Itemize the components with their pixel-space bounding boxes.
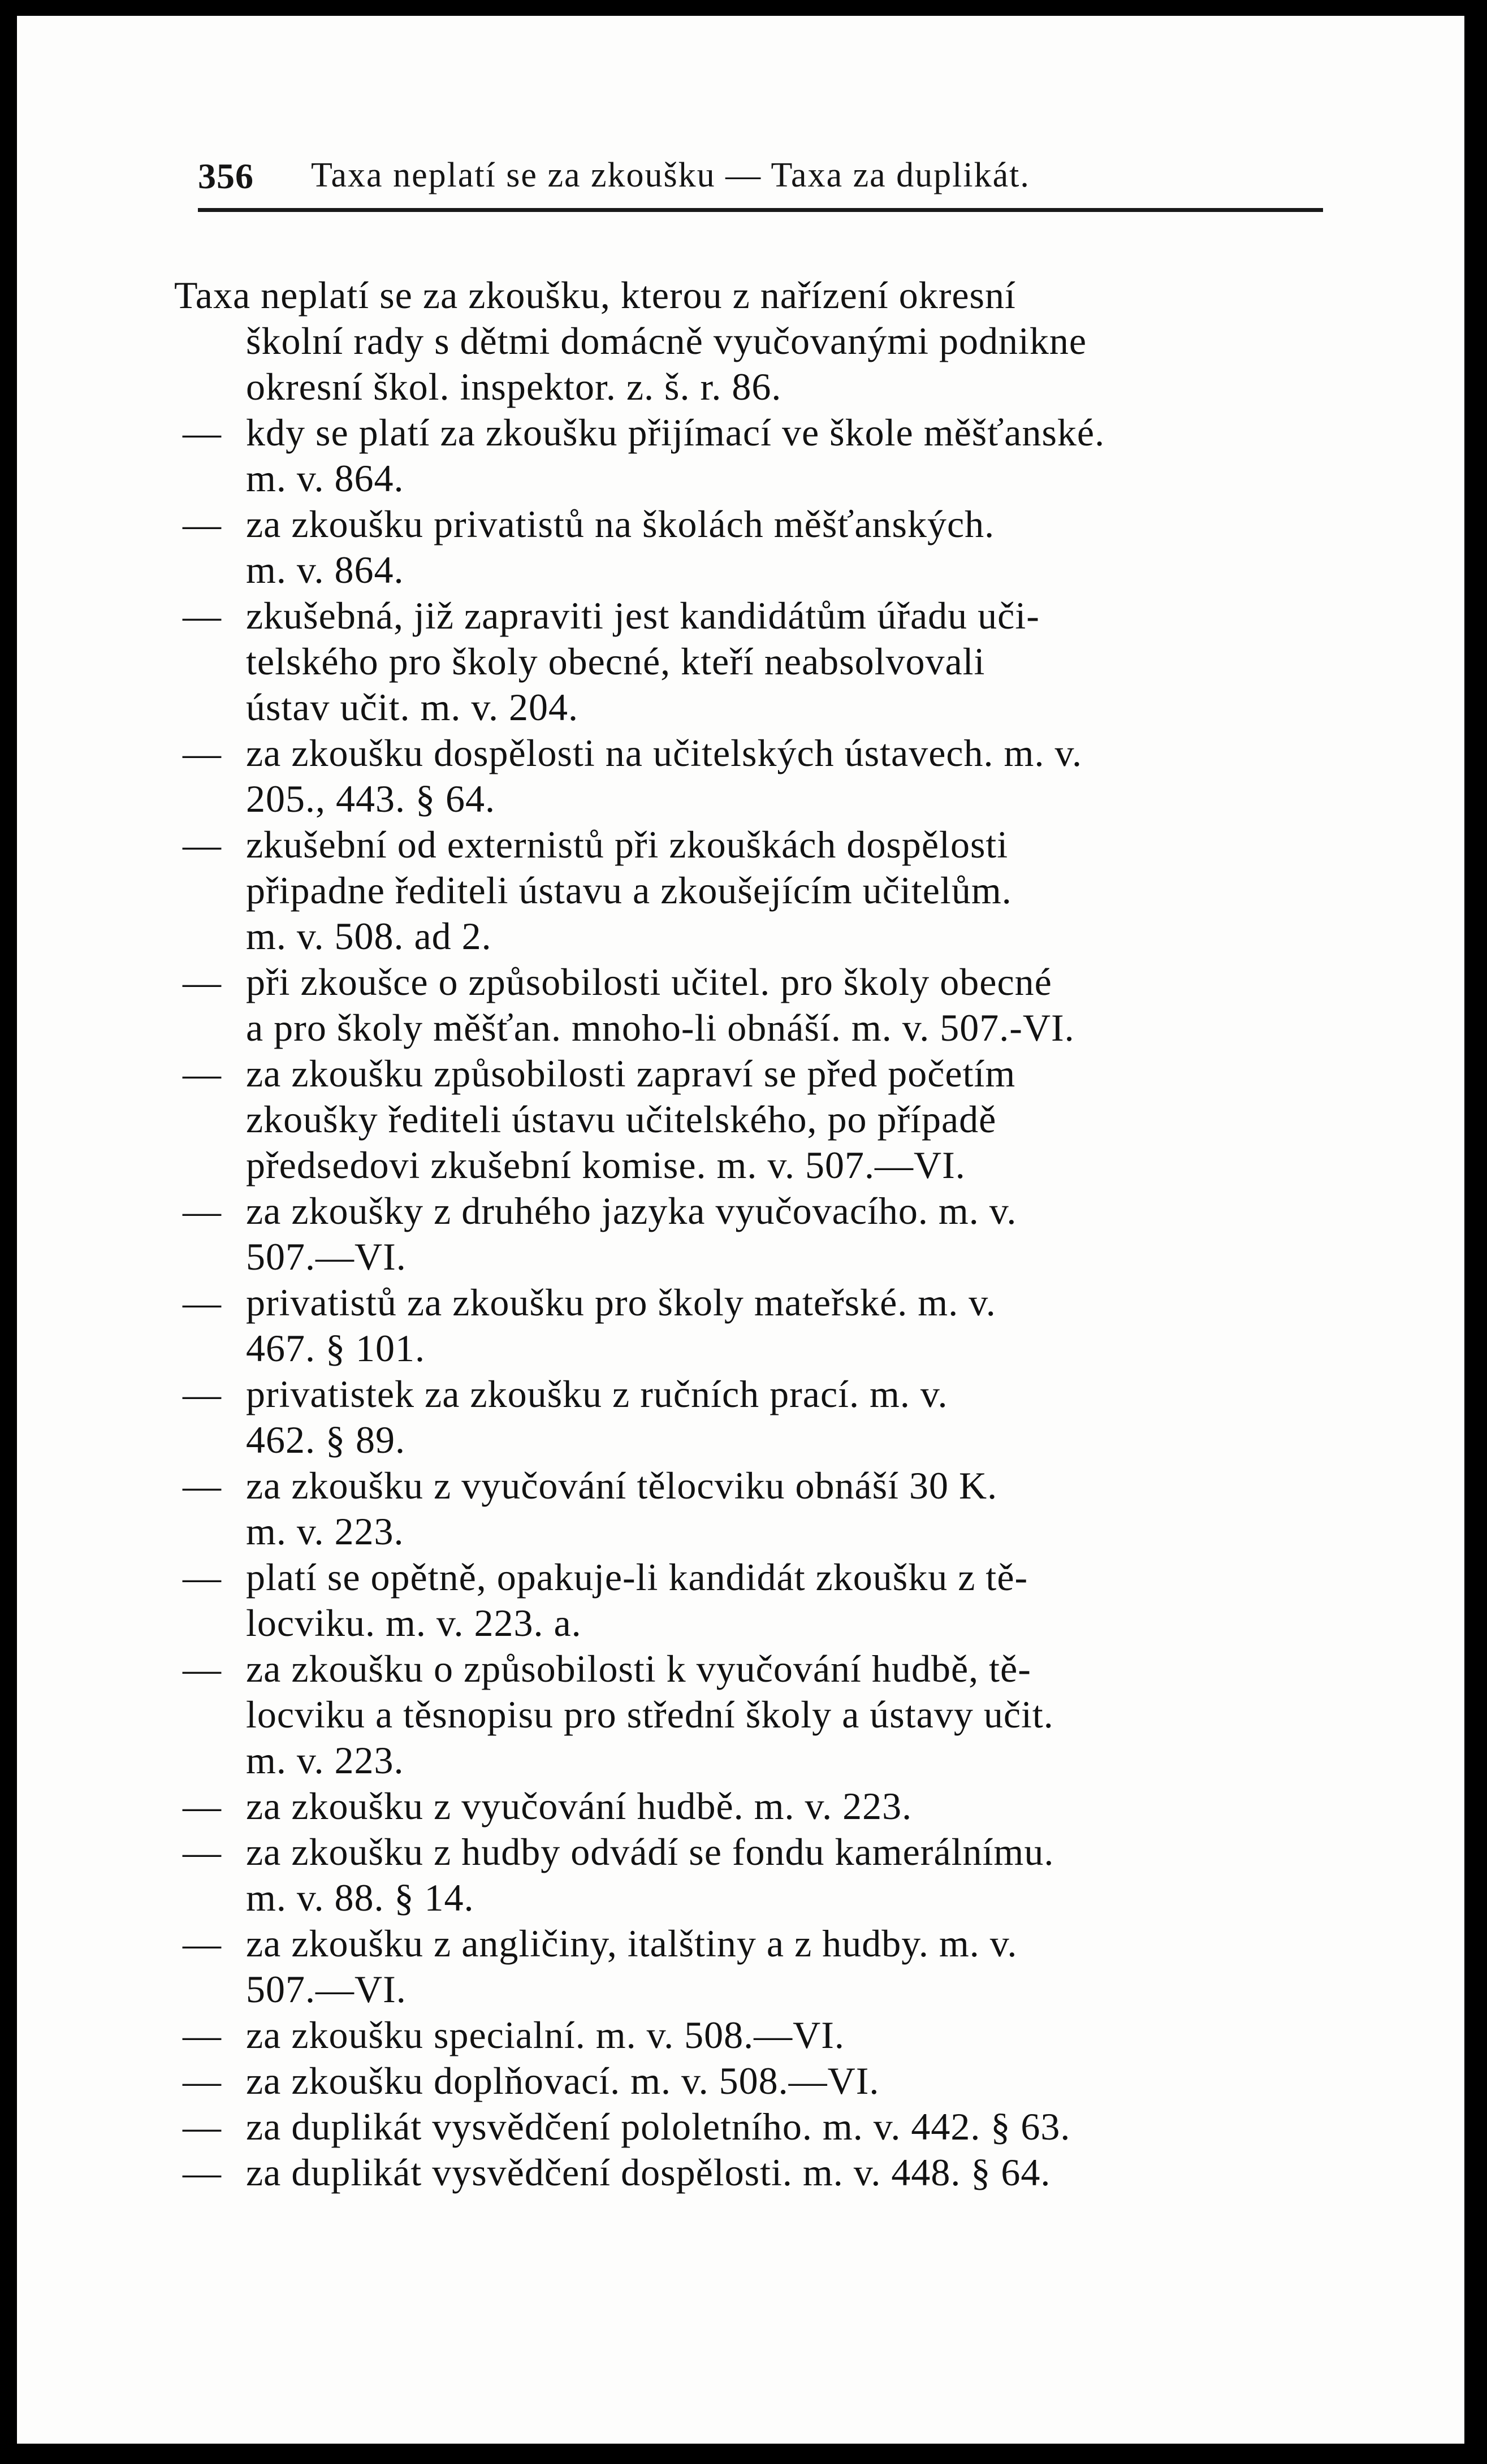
entry-line: m. v. 223. [246, 1510, 404, 1553]
entry-line: m. v. 88. § 14. [246, 1876, 474, 1919]
entry-dash: — [183, 823, 221, 866]
entry-line: okresní škol. inspektor. z. š. r. 86. [246, 365, 782, 408]
entry-line: kdy se platí za zkoušku přijímací ve škole měšťanské. [246, 411, 1105, 454]
entry-line: za zkoušku z vyučování tělocviku obnáší 30 K. [246, 1464, 998, 1507]
entry-dash: — [183, 731, 221, 774]
entry-line: telského pro školy obecné, kteří neabsolvovali [246, 640, 985, 683]
entry-dash: — [183, 594, 221, 637]
entry-line: 507.—VI. [246, 1235, 407, 1278]
entry-dash: — [183, 2059, 221, 2102]
entry-line: za zkoušku doplňovací. m. v. 508.—VI. [246, 2059, 880, 2102]
entry-line: privatistek za zkoušku z ručních prací. m. v. [246, 1372, 948, 1415]
running-title: Taxa neplatí se za zkoušku — Taxa za duplikát. [311, 156, 1030, 194]
entry-line: a pro školy měšťan. mnoho-li obnáší. m. v. 507.-VI. [246, 1006, 1075, 1049]
entry-dash: — [183, 1922, 221, 1965]
entry-dash: — [183, 1052, 221, 1095]
entry-dash: — [183, 1189, 221, 1232]
entry-line: Taxa neplatí se za zkoušku, kterou z nařízení okresní [174, 274, 1016, 317]
entry-line: m. v. 508. ad 2. [246, 915, 492, 958]
entry-line: předsedovi zkušební komise. m. v. 507.—VI. [246, 1144, 966, 1186]
header-rule [198, 208, 1323, 212]
entry-line: ústav učit. m. v. 204. [246, 686, 578, 729]
entry-line: za zkoušku o způsobilosti k vyučování hudbě, tě- [246, 1647, 1031, 1690]
entry-line: zkušebná, již zapraviti jest kandidátům úřadu uči- [246, 594, 1040, 637]
entry-line: privatistů za zkoušku pro školy mateřské. m. v. [246, 1281, 996, 1324]
entry-line: za zkoušku z vyučování hudbě. m. v. 223. [246, 1785, 913, 1828]
entry-line: za zkoušku z hudby odvádí se fondu kamerálnímu. [246, 1830, 1054, 1873]
entry-line: 507.—VI. [246, 1968, 407, 2011]
entry-line: školní rady s dětmi domácně vyučovanými podnikne [246, 319, 1087, 362]
entry-dash: — [183, 503, 221, 545]
entry-dash: — [183, 1647, 221, 1690]
entry-line: 462. § 89. [246, 1418, 405, 1461]
entry-line: za zkoušky z druhého jazyka vyučovacího. m. v. [246, 1189, 1017, 1232]
entry-line: připadne řediteli ústavu a zkoušejícím učitelům. [246, 869, 1012, 912]
entry-dash: — [183, 2105, 221, 2148]
page-number: 356 [198, 156, 254, 196]
book-page [17, 16, 1464, 2444]
entry-line: zkoušky řediteli ústavu učitelského, po případě [246, 1098, 997, 1141]
entry-line: locviku. m. v. 223. a. [246, 1601, 582, 1644]
entry-line: za zkoušku z angličiny, italštiny a z hudby. m. v. [246, 1922, 1018, 1965]
entry-line: m. v. 864. [246, 457, 404, 500]
entry-dash: — [183, 1464, 221, 1507]
entry-line: při zkoušce o způsobilosti učitel. pro školy obecné [246, 960, 1052, 1003]
entry-line: za duplikát vysvědčení dospělosti. m. v. 448. § 64. [246, 2151, 1051, 2194]
entry-line: zkušební od externistů při zkouškách dospělosti [246, 823, 1009, 866]
entry-line: platí se opětně, opakuje-li kandidát zkoušku z tě- [246, 1556, 1028, 1599]
entry-dash: — [183, 960, 221, 1003]
entry-line: za zkoušku specialní. m. v. 508.—VI. [246, 2013, 845, 2056]
entry-line: za zkoušku privatistů na školách měšťanských. [246, 503, 995, 545]
running-head [198, 143, 1323, 205]
entry-line: za duplikát vysvědčení pololetního. m. v. 442. § 63. [246, 2105, 1071, 2148]
entry-line: 467. § 101. [246, 1327, 425, 1370]
entry-dash: — [183, 411, 221, 454]
entry-dash: — [183, 1830, 221, 1873]
entry-dash: — [183, 2151, 221, 2194]
entry-line: m. v. 864. [246, 548, 404, 591]
entry-line: locviku a těsnopisu pro střední školy a ústavy učit. [246, 1693, 1054, 1736]
entry-line: m. v. 223. [246, 1739, 404, 1782]
entry-dash: — [183, 1785, 221, 1828]
entry-dash: — [183, 1281, 221, 1324]
entry-line: za zkoušku dospělosti na učitelských ústavech. m. v. [246, 731, 1083, 774]
entry-dash: — [183, 1372, 221, 1415]
entry-dash: — [183, 1556, 221, 1599]
entry-line: za zkoušku způsobilosti zapraví se před početím [246, 1052, 1016, 1095]
entry-line: 205., 443. § 64. [246, 777, 495, 820]
entry-dash: — [183, 2013, 221, 2056]
